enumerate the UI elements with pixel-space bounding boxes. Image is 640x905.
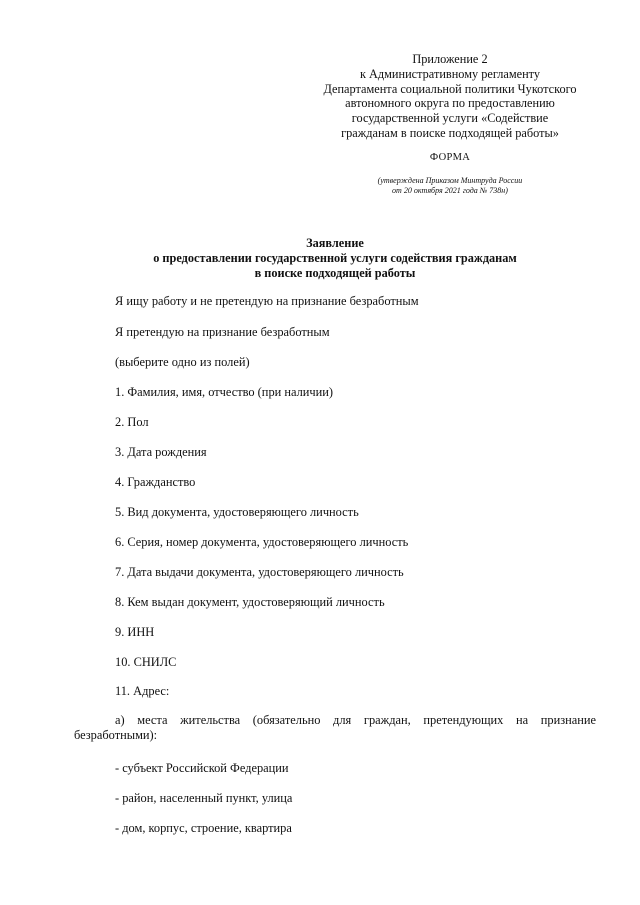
- field-citizenship: 4. Гражданство: [115, 475, 196, 489]
- annex-line: государственной услуги «Содействие: [351, 111, 549, 126]
- field-id-issued-by: 8. Кем выдан документ, удостоверяющий личность: [115, 595, 385, 609]
- approval-note-line: от 20 октября 2021 года № 738н): [392, 186, 508, 195]
- document-title: [100, 236, 570, 280]
- annex-header: [300, 52, 600, 141]
- address-house-apartment: - дом, корпус, строение, квартира: [115, 821, 292, 835]
- title-line: Заявление: [306, 236, 364, 250]
- choose-one-hint: (выберите одно из полей): [115, 355, 250, 369]
- address-region: - субъект Российской Федерации: [115, 761, 289, 775]
- field-full-name: 1. Фамилия, имя, отчество (при наличии): [115, 385, 334, 399]
- form-label: ФОРМА: [429, 152, 471, 163]
- field-id-document-type: 5. Вид документа, удостоверяющего личность: [115, 505, 359, 519]
- field-snils: 10. СНИЛС: [115, 655, 177, 669]
- annex-line: автономного округа по предоставлению: [345, 96, 555, 111]
- address-residence: а) места жительства (обязательно для граждан, претендующих на признание безработными):: [74, 713, 596, 742]
- approval-note-line: (утверждена Приказом Минтруда России: [377, 176, 523, 185]
- field-id-issue-date: 7. Дата выдачи документа, удостоверяющего личность: [115, 565, 404, 579]
- field-id-document-number: 6. Серия, номер документа, удостоверяющего личность: [115, 535, 409, 549]
- address-locality-street: - район, населенный пункт, улица: [115, 791, 293, 805]
- option-job-search: Я ищу работу и не претендую на признание безработным: [115, 294, 419, 308]
- title-line: о предоставлении государственной услуги содействия гражданам: [153, 250, 517, 265]
- field-address: 11. Адрес:: [115, 684, 170, 698]
- title-line: в поиске подходящей работы: [254, 265, 416, 280]
- field-birth-date: 3. Дата рождения: [115, 445, 207, 459]
- annex-line: Приложение 2: [412, 52, 488, 66]
- annex-line: гражданам в поиске подходящей работы»: [341, 125, 559, 140]
- annex-line: к Административному регламенту: [359, 66, 541, 81]
- field-sex: 2. Пол: [115, 415, 149, 429]
- field-inn: 9. ИНН: [115, 625, 155, 639]
- approval-note: [300, 176, 600, 196]
- option-unemployed-status: Я претендую на признание безработным: [115, 325, 330, 339]
- annex-line: Департамента социальной политики Чукотского: [323, 81, 577, 96]
